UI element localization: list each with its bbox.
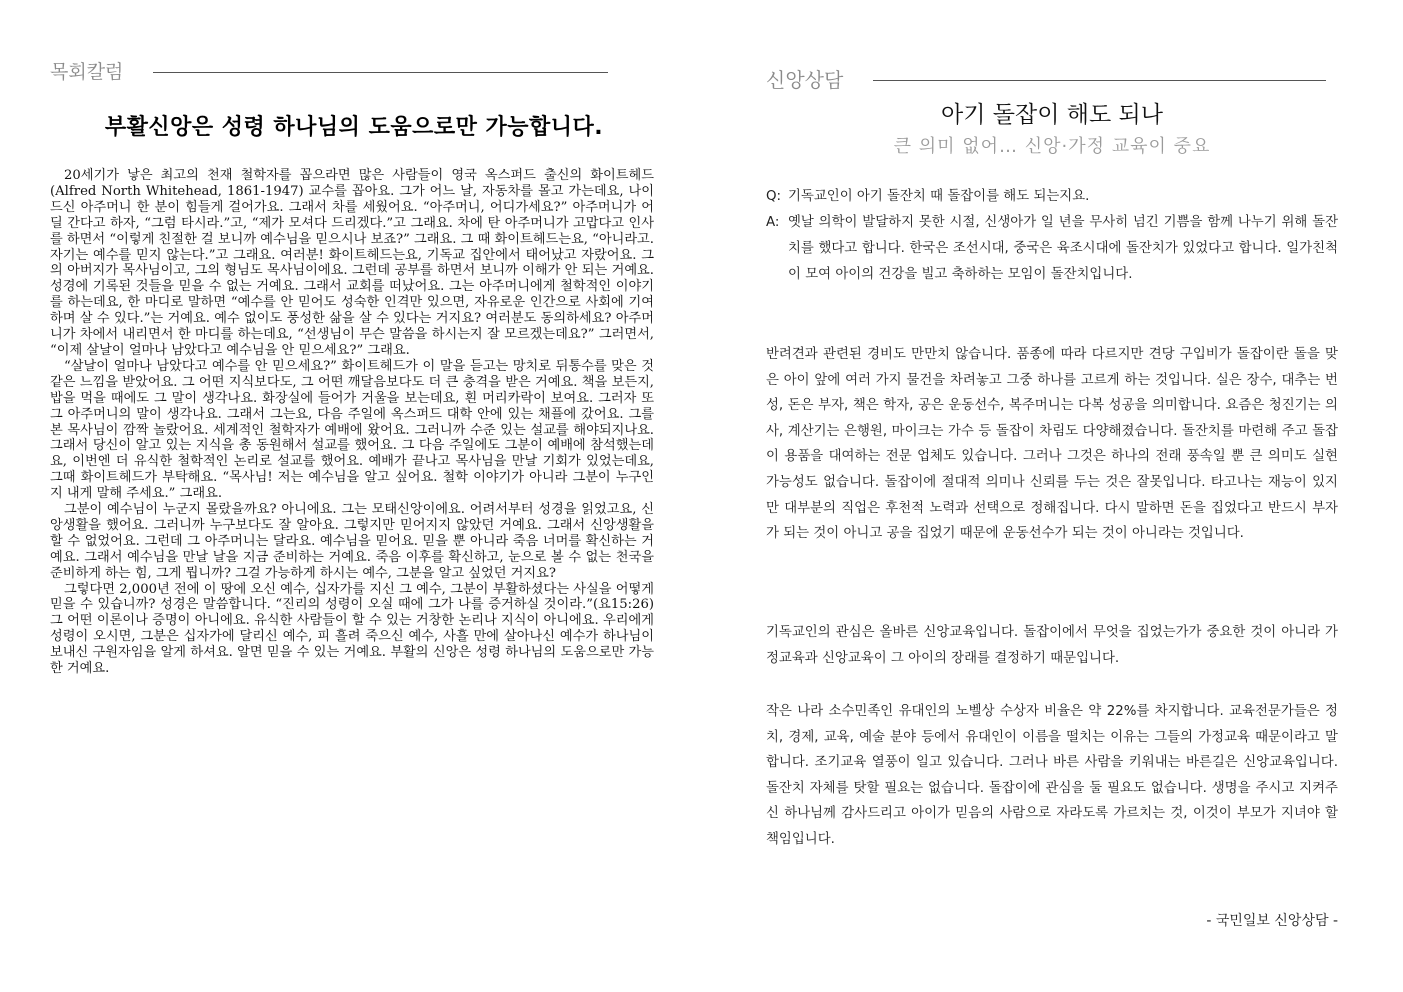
column-title: 부활신앙은 성령 하나님의 도움으로만 가능합니다. [104,115,604,140]
column-body [50,168,654,677]
question-answer [766,184,1338,288]
section-label: 목회칼럼 [50,61,124,83]
question-text: 기독교인이 아기 돌잔치 때 돌잡이를 해도 되는지요. [788,189,1090,204]
question-row [766,184,1338,210]
section-label: 신앙상담 [766,68,844,92]
header-rule [873,80,1326,81]
body-paragraph: “살날이 얼마나 남았다고 예수를 안 믿으세요?” 화이트헤드가 이 말을 듣고는 망치로 뒤통수를 맞은 것 같은 느낌을 받았어요. 그 어떤 지식보다도, 그 어떤 깨달음보다도 더 큰 충격을 받은 거예요. 책을 보든지, 밥을 먹을 때에도 그 말이 생각나요. 화장실에 들어가 거울을 보는데요, 흰 머리카락이 보여요. 그러자 또 그 아주머니의 말이 생각나요. 그래서 그는요, 다음 주일에 옥스퍼드 대학 안에 있는 채플에 갔어요. 그를 본 목사님이 깜짝 놀랐어요. 세계적인 철학자가 예배에 왔어요. 그러니까 수준 있는 설교를 해야되지나요. 그래서 당신이 알고 있는 지식을 총 동원해서 설교를 했어요. 그 다음 주일에도 그분이 예배에 참석했는데요, 이번엔 더 유식한 철학적인 논리로 설교를 했어요. 예배가 끝나고 목사님을 만날 기회가 있었는데요, 그때 화이트헤드가 부탁해요. “목사님! 저는 예수님을 알고 싶어요. 철학 이야기가 아니라 그분이 누구인지 내게 말해 주세요.” 그래요. [50,358,654,502]
body-paragraph: 반려견과 관련된 경비도 만만치 않습니다. 품종에 따라 다르지만 견당 구입비가 돌잡이란 돌을 맞은 아이 앞에 여러 가지 물건을 차려놓고 그중 하나를 고르게 하는 것입니다. 실은 장수, 대추는 번성, 돈은 부자, 책은 학자, 공은 운동선수, 복주머니는 다복 성공을 의미합니다. 요즘은 청진기는 의사, 계산기는 은행원, 마이크는 가수 등 돌잡이 차림도 다양해졌습니다. 돌잔치를 마련해 주고 돌잡이 용품을 대여하는 전문 업체도 있습니다. 그러나 그것은 하나의 전래 풍속일 뿐 큰 의미도 실현 가능성도 없습니다. 돌잡이에 절대적 의미나 신뢰를 두는 것은 잘못입니다. 타고나는 재능이 있지만 대부분의 직업은 후천적 노력과 선택으로 정해집니다. 다시 말하면 돈을 집었다고 반드시 부자가 되는 것이 아니고 공을 집었기 때문에 운동선수가 되는 것이 아니라는 것입니다. [766,347,1338,542]
header-rule [153,72,608,73]
faith-counsel-header [766,64,1326,93]
body-paragraph: 그렇다면 2,000년 전에 이 땅에 오신 예수, 십자가를 지신 그 예수, 그분이 부활하셨다는 사실을 어떻게 믿을 수 있습니까? 성경은 말씀합니다. “진리의 성령이 오실 때에 그가 나를 증거하실 것이라.”(요15:26) 그 어떤 이론이나 증명이 아니에요. 유식한 사람들이 할 수 있는 거창한 논리나 지식이 아니에요. 우리에게 성령이 오시면, 그분은 십자가에 달리신 예수, 피 흘려 죽으신 예수, 사흘 만에 살아나신 예수가 하나님이 보내신 구원자임을 알게 하셔요. 알면 믿을 수 있는 거예요. 부활의 신앙은 성령 하나님의 도움으로만 가능한 거예요. [50,581,654,677]
body-paragraph: 기독교인의 관심은 올바른 신앙교육입니다. 돌잡이에서 무엇을 집었는가가 중요한 것이 아니라 가정교육과 신앙교육이 그 아이의 장래를 결정하기 때문입니다. [766,625,1338,666]
pastoral-column-header [50,57,608,84]
source-signature: - 국민일보 신앙상담 - [1206,913,1338,929]
body-paragraph: 작은 나라 소수민족인 유대인의 노벨상 수상자 비율은 약 22%를 차지합니다. 교육전문가들은 정치, 경제, 교육, 예술 분야 등에서 유대인이 이름을 떨치는 이유는 그들의 가정교육 때문이라고 말합니다. 조기교육 열풍이 일고 있습니다. 그러나 바른 사람을 키워내는 바른길은 신앙교육입니다. 돌잔치 자체를 탓할 필요는 없습니다. 돌잡이에 관심을 둘 필요도 없습니다. 생명을 주시고 지켜주신 하나님께 감사드리고 아이가 믿음의 사람으로 자라도록 가르치는 것, 이것이 부모가 지녀야 할 책임입니다. [766,704,1338,847]
question-mark-label: Q: [766,189,782,204]
body-paragraph: 그분이 예수님이 누군지 몰랐을까요? 아니에요. 그는 모태신앙이에요. 어려서부터 성경을 읽었고요, 신앙생활을 했어요. 그러니까 누구보다도 잘 알아요. 그렇지만 믿어지지 않았던 거예요. 그래서 신앙생활을 할 수 없었어요. 그런데 그 아주머니는 달라요. 예수님을 믿어요. 믿을 뿐 아니라 죽음 너머를 확신하는 거예요. 그래서 예수님을 만날 날을 지금 준비하는 거예요. 죽음 이후를 확신하고, 눈으로 볼 수 없는 천국을 준비하게 하는 힘, 그게 뭡니까? 그걸 가능하게 하시는 예수, 그분을 알고 싶었던 거지요? [50,502,654,581]
answer-text: 옛날 의학이 발달하지 못한 시절, 신생아가 일 년을 무사히 넘긴 기쁨을 함께 나누기 위해 돌잔치를 했다고 합니다. 한국은 조선시대, 중국은 육조시대에 돌잔치가 있었다고 합니다. 일가친척이 모여 아이의 건강을 빌고 축하하는 모임이 돌잔치입니다. [788,215,1338,282]
article-title: 아기 돌잡이 해도 되나 [941,102,1163,128]
answer-mark-label: A: [766,215,780,230]
article-subtitle: 큰 의미 없어… 신앙·가정 교육이 중요 [893,136,1211,157]
answer-row [766,210,1338,288]
body-paragraph: 20세기가 낳은 최고의 천재 철학자를 꼽으라면 많은 사람들이 영국 옥스퍼드 출신의 화이트헤드(Alfred North Whitehead, 1861-1947) 교수를 꼽아요. 그가 어느 날, 자동차를 몰고 가는데요, 나이 드신 아주머니 한 분이 힘들게 걸어가요. 그래서 차를 세웠어요. “아주머니, 어디가세요?” 아주머니가 어딜 간다고 하자, “그럼 타시라.”고, “제가 모셔다 드리겠다.”고 그래요. 차에 탄 아주머니가 고맙다고 인사를 하면서 “이렇게 친절한 걸 보니까 예수님을 믿으시나 보죠?” 그래요. 그 때 화이트헤드는요, “아니라고. 자기는 예수를 믿지 않는다.”고 그래요. 여러분! 화이트헤드는요, 기독교 집안에서 태어났고 자랐어요. 그의 아버지가 목사님이고, 그의 형님도 목사님이에요. 그런데 공부를 하면서 보니까 이해가 안 되는 거예요. 성경에 기록된 것들을 믿을 수 없는 거예요. 그래서 교회를 떠났어요. 그는 아주머니에게 철학적인 이야기를 하는데요, 한 마디로 말하면 “예수를 안 믿어도 성숙한 인격만 있으면, 자유로운 인간으로 사회에 기여하며 살 수 있다.”는 거예요. 예수 없이도 풍성한 삶을 살 수 있다는 거지요? 여러분도 동의하세요? 아주머니가 차에서 내리면서 한 마디를 하는데요, “선생님이 무슨 말씀을 하시는지 잘 모르겠는데요?” 그러면서, “이제 살날이 얼마나 남았다고 예수님을 안 믿으세요?” 그래요. [50,168,654,358]
